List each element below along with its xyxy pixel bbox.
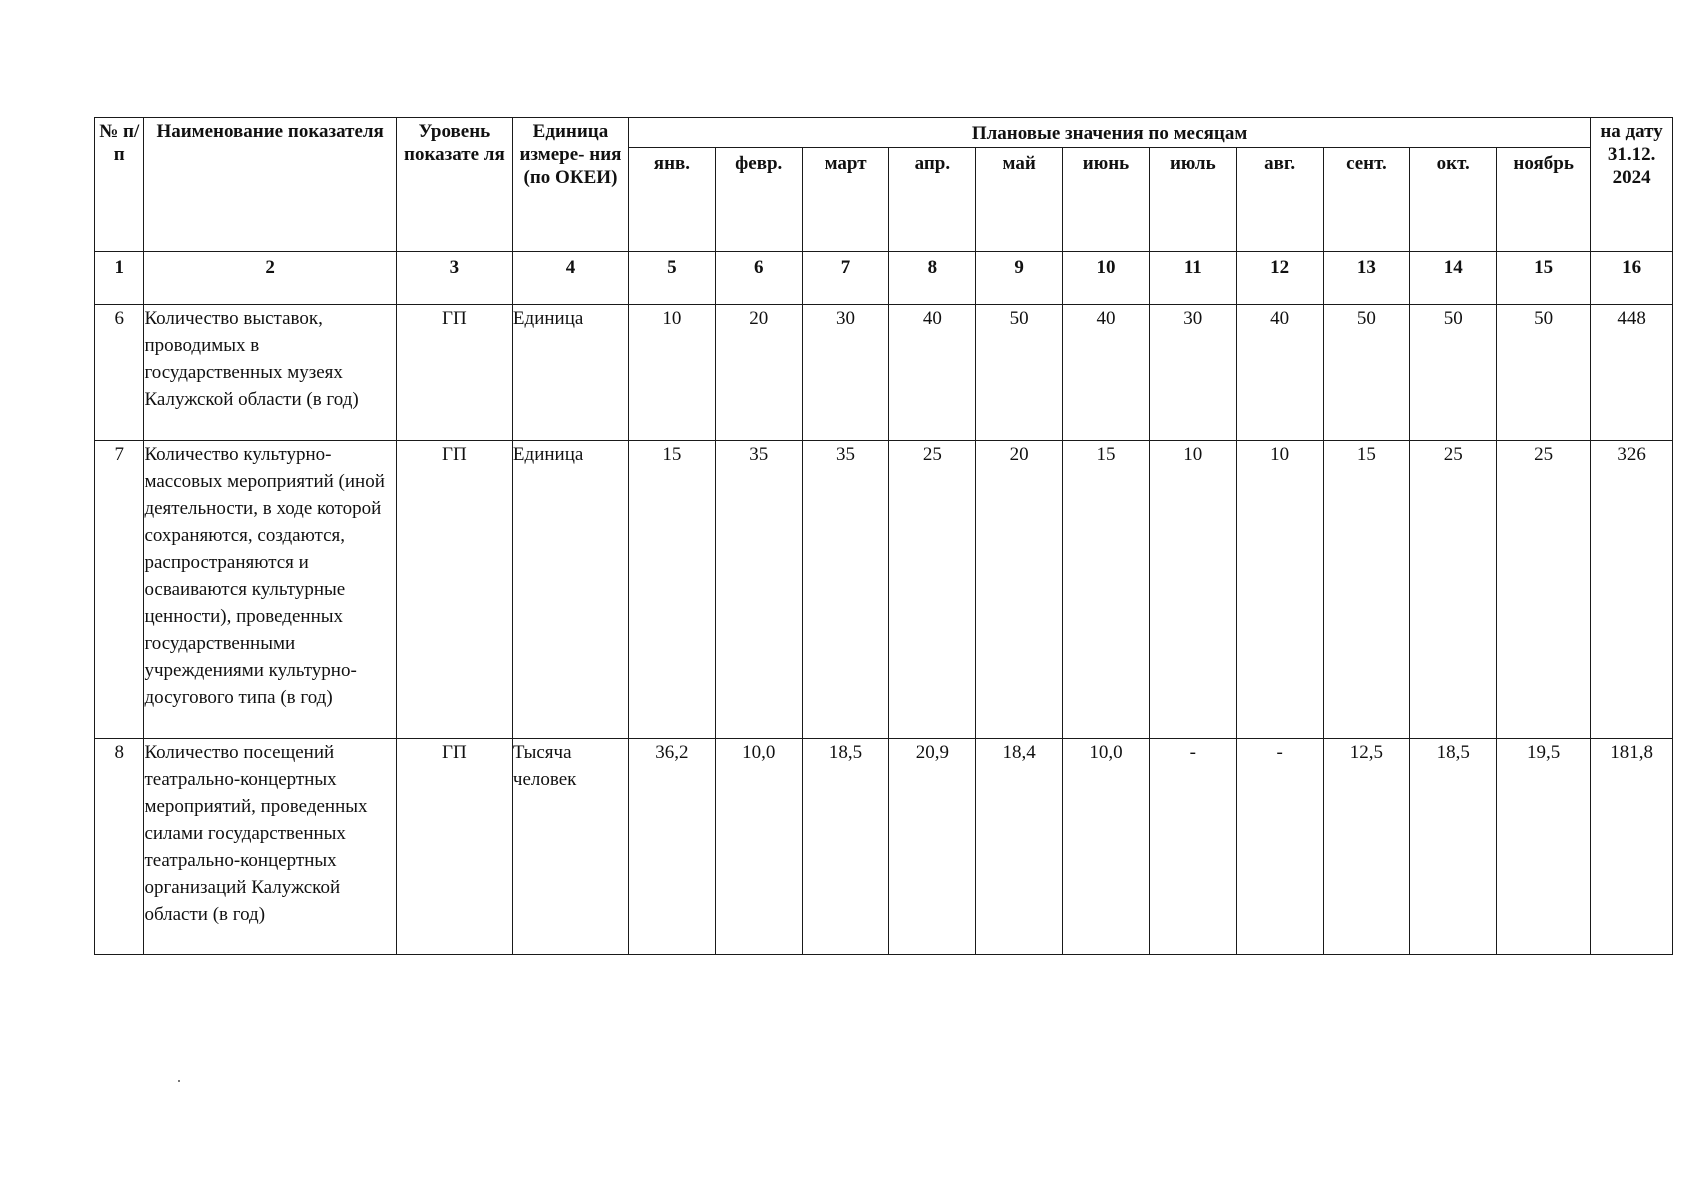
month-value: 12,5 — [1323, 739, 1410, 955]
header-month: март — [802, 148, 889, 252]
column-number: 7 — [802, 252, 889, 305]
header-month: июнь — [1063, 148, 1150, 252]
row-number: 8 — [95, 739, 144, 955]
month-value: 18,5 — [802, 739, 889, 955]
header-plan-group: Плановые значения по месяцам — [629, 118, 1591, 148]
month-value: 25 — [889, 441, 976, 739]
indicator-name: Количество выставок, проводимых в государственных музеях Калужской области (в год) — [144, 305, 396, 441]
column-number: 3 — [396, 252, 512, 305]
column-number: 13 — [1323, 252, 1410, 305]
table-row — [95, 305, 1673, 441]
header-level: Уровень показате ля — [396, 118, 512, 252]
total-value: 326 — [1591, 441, 1673, 739]
month-value: 10,0 — [1063, 739, 1150, 955]
month-value: 50 — [1410, 305, 1497, 441]
column-number: 1 — [95, 252, 144, 305]
indicator-level: ГП — [396, 441, 512, 739]
header-month: ноябрь — [1497, 148, 1591, 252]
header-month: окт. — [1410, 148, 1497, 252]
column-number: 14 — [1410, 252, 1497, 305]
month-value: 30 — [802, 305, 889, 441]
header-month: февр. — [715, 148, 802, 252]
indicator-unit: Единица — [512, 305, 628, 441]
column-number: 10 — [1063, 252, 1150, 305]
month-value: 50 — [1497, 305, 1591, 441]
month-value: - — [1236, 739, 1323, 955]
scan-speck — [178, 1080, 180, 1082]
month-value: 35 — [715, 441, 802, 739]
month-value: 50 — [976, 305, 1063, 441]
month-value: 36,2 — [629, 739, 716, 955]
column-number: 16 — [1591, 252, 1673, 305]
header-row-top — [95, 118, 1673, 148]
header-name: Наименование показателя — [144, 118, 396, 252]
month-value: 30 — [1149, 305, 1236, 441]
month-value: 10,0 — [715, 739, 802, 955]
month-value: 18,5 — [1410, 739, 1497, 955]
month-value: 35 — [802, 441, 889, 739]
table-row — [95, 739, 1673, 955]
column-number: 11 — [1149, 252, 1236, 305]
header-num: № п/п — [95, 118, 144, 252]
month-value: 20 — [715, 305, 802, 441]
indicator-name: Количество культурно-массовых мероприятий (иной деятельности, в ходе которой сохраняются, создаются, распространяются и осваиваются культурные ценности), проведенных государственными учреждениями культурно-досугового типа (в год) — [144, 441, 396, 739]
column-number: 9 — [976, 252, 1063, 305]
month-value: 25 — [1410, 441, 1497, 739]
month-value: 15 — [1063, 441, 1150, 739]
month-value: 40 — [1236, 305, 1323, 441]
month-value: 20,9 — [889, 739, 976, 955]
month-value: 40 — [889, 305, 976, 441]
month-value: 50 — [1323, 305, 1410, 441]
month-value: - — [1149, 739, 1236, 955]
column-number: 5 — [629, 252, 716, 305]
header-month: янв. — [629, 148, 716, 252]
indicator-level: ГП — [396, 305, 512, 441]
month-value: 40 — [1063, 305, 1150, 441]
plan-values-table — [94, 117, 1673, 955]
indicator-unit: Тысяча человек — [512, 739, 628, 955]
month-value: 19,5 — [1497, 739, 1591, 955]
column-number: 4 — [512, 252, 628, 305]
column-number: 6 — [715, 252, 802, 305]
indicator-level: ГП — [396, 739, 512, 955]
table-row — [95, 441, 1673, 739]
column-number: 8 — [889, 252, 976, 305]
row-number: 7 — [95, 441, 144, 739]
column-number: 12 — [1236, 252, 1323, 305]
header-month: май — [976, 148, 1063, 252]
total-value: 448 — [1591, 305, 1673, 441]
header-total: на дату 31.12. 2024 — [1591, 118, 1673, 252]
header-month: июль — [1149, 148, 1236, 252]
total-value: 181,8 — [1591, 739, 1673, 955]
column-number: 15 — [1497, 252, 1591, 305]
month-value: 10 — [1149, 441, 1236, 739]
month-value: 10 — [1236, 441, 1323, 739]
month-value: 15 — [629, 441, 716, 739]
row-number: 6 — [95, 305, 144, 441]
month-value: 10 — [629, 305, 716, 441]
month-value: 18,4 — [976, 739, 1063, 955]
indicator-name: Количество посещений театрально-концертных мероприятий, проведенных силами государственных театрально-концертных организаций Калужской области (в год) — [144, 739, 396, 955]
column-number-row — [95, 252, 1673, 305]
column-number: 2 — [144, 252, 396, 305]
header-month: авг. — [1236, 148, 1323, 252]
month-value: 15 — [1323, 441, 1410, 739]
header-month: сент. — [1323, 148, 1410, 252]
header-month: апр. — [889, 148, 976, 252]
indicator-unit: Единица — [512, 441, 628, 739]
month-value: 20 — [976, 441, 1063, 739]
header-unit: Единица измере- ния (по ОКЕИ) — [512, 118, 628, 252]
month-value: 25 — [1497, 441, 1591, 739]
